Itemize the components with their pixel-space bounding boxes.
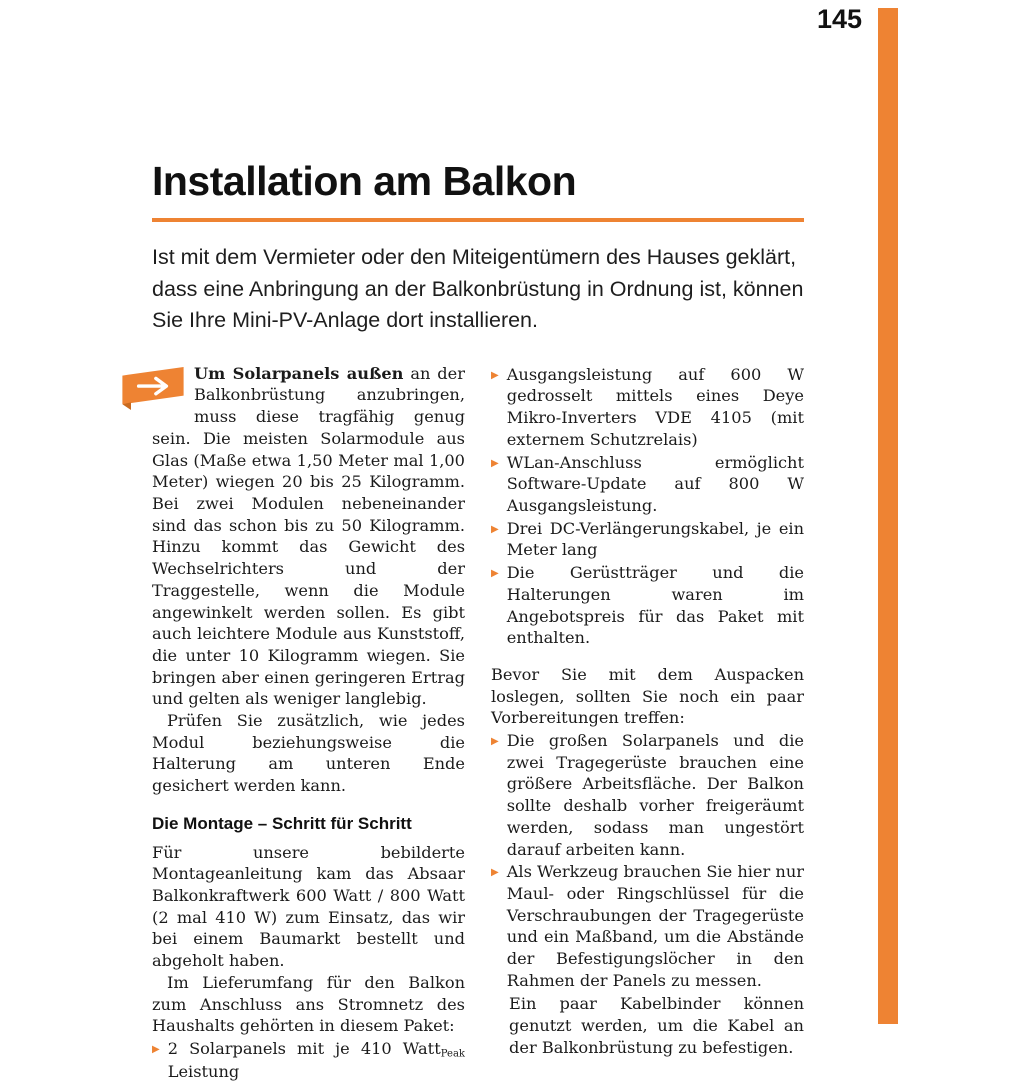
bullet-icon: ▶ (491, 369, 499, 381)
bullet-icon: ▶ (491, 457, 499, 469)
paragraph-kabelbinder: Ein paar Kabelbinder können genutzt werden, um die Kabel an der Balkonbrüstung zu befestigen. (509, 994, 804, 1057)
subheading-montage: Die Montage – Schritt für Schritt (152, 813, 412, 833)
list-item-text-pre: 2 Solarpanels mit je 410 Watt (167, 1038, 441, 1058)
list-item-text-post: Leistung (167, 1061, 240, 1081)
page-number: 145 (816, 4, 862, 34)
list-item-text: Die großen Solarpanels und die zwei Tragegerüste brauchen eine größere Arbeitsfläche. Der Balkon sollte deshalb vorher freigeräumt werden, sodass man ungestört darauf arbeiten kann. (506, 731, 804, 859)
left-column (152, 363, 465, 1083)
paragraph-vorbereitungen: Bevor Sie mit dem Auspacken loslegen, sollten Sie noch ein paar Vorbereitungen treffen: (491, 664, 804, 728)
list-item-text: Ausgangsleistung auf 600 W gedrosselt mittels eines Deye Mikro-Inverters VDE 4105 (mit externem Schutzrelais) (506, 364, 804, 449)
two-column-body (152, 363, 804, 1083)
list-item-text: Als Werkzeug brauchen Sie hier nur Maul- oder Ringschlüssel für die Verschraubungen der Tragegerüste und ein Maßband, um die Abstände der Befestigungslöcher in den Rahmen der Panels zu messen. (506, 862, 804, 990)
list-item-text: Drei DC-Verlängerungskabel, je ein Meter lang (506, 518, 804, 560)
bullet-icon: ▶ (491, 867, 499, 879)
paragraph-pruefen: Prüfen Sie zusätzlich, wie jedes Modul beziehungsweise die Halterung am unteren Ende gesichert werden kann. (152, 711, 465, 796)
right-column (491, 363, 804, 1083)
bullet-icon: ▶ (491, 568, 499, 580)
accent-bar (878, 8, 898, 1024)
paragraph-montageanleitung: Für unsere bebilderte Montageanleitung kam das Absaar Balkonkraftwerk 600 Watt / 800 Watt (2 mal 410 W) zum Einsatz, das wir bei einem Baumarkt bestellt und abgeholt haben. (152, 842, 465, 971)
bullet-icon: ▶ (152, 1043, 160, 1055)
intro-paragraph: Ist mit dem Vermieter oder den Miteigentümern des Hauses geklärt, dass eine Anbringung an der Balkonbrüstung in Ordnung ist, können Sie Ihre Mini-PV-Anlage dort installieren. (152, 245, 804, 333)
list-item-text (168, 1038, 465, 1083)
list-item-text: Die Gerüstträger und die Halterungen waren im Angebotspreis für das Paket mit enthalten. (506, 563, 804, 648)
arrow-right-icon (122, 366, 184, 408)
bullet-icon: ▶ (491, 736, 499, 748)
page-title: Installation am Balkon (152, 158, 577, 204)
paragraph-solarpanels (152, 363, 465, 710)
bullet-icon: ▶ (491, 523, 499, 535)
list-item (491, 861, 804, 991)
list-item (491, 364, 804, 451)
list-item (491, 452, 804, 517)
list-item (491, 518, 804, 561)
list-item-text: WLan-Anschluss ermöglicht Software-Update auf 800 W Ausgangsleistung. (506, 452, 804, 515)
list-item (152, 1038, 465, 1083)
paragraph-lead-rest: an der Balkonbrüstung anzubringen, muss diese tragfähig genug sein. Die meisten Solarmodule aus Glas (Maße etwa 1,50 Meter mal 1,00 Meter) wiegen 20 bis 25 Kilogramm. Bei zwei Modulen nebeneinander sind das schon bis zu 50 Kilogramm. Hinzu kommt das Gewicht des Wechselrichters und der Traggestelle, wenn die Module angewinkelt werden sollen. Es gibt auch leichtere Module aus Kunststoff, die unter 10 Kilogramm wiegen. Sie bringen aber einen geringeren Ertrag und gelten als weniger langlebig. (152, 363, 465, 709)
title-rule (152, 218, 804, 222)
list-item (491, 730, 804, 860)
list-item (491, 562, 804, 649)
paragraph-lead-bold: Um Solarpanels außen (194, 363, 404, 383)
list-item-text-subscript: Peak (440, 1048, 465, 1060)
paragraph-lieferumfang: Im Lieferumfang für den Balkon zum Anschluss ans Stromnetz des Haushalts gehörten in diesem Paket: (152, 972, 465, 1036)
page-content (152, 158, 804, 1083)
